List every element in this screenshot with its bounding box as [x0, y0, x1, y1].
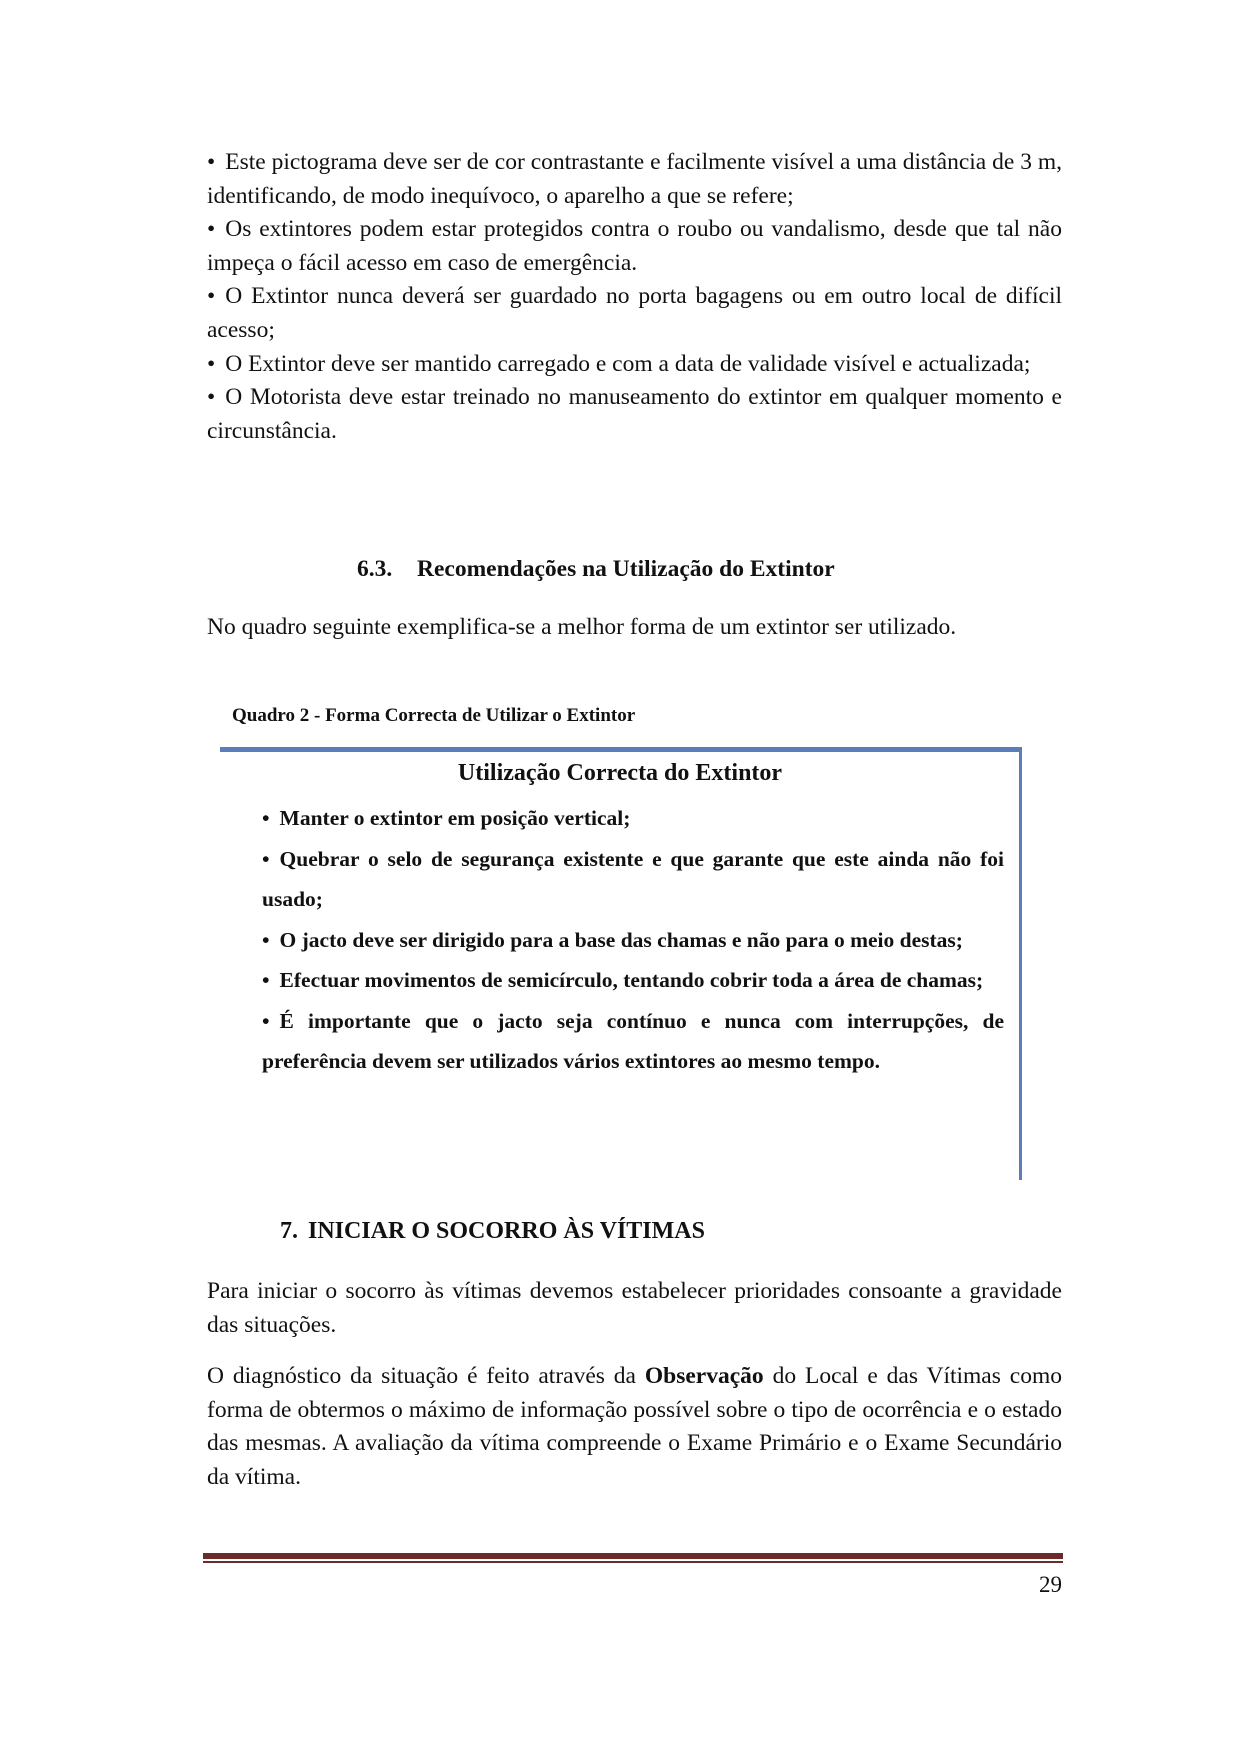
bullet-icon: •	[262, 968, 270, 992]
section-number: 6.3.	[357, 556, 393, 582]
list-item: • O Extintor deve ser mantido carregado e com a data de validade visível e actualizada;	[207, 350, 1031, 377]
list-item: • Este pictograma deve ser de cor contrastante e facilmente visível a uma distância de 3 m, identificando, de modo inequívoco, o aparelho a que se refere;	[207, 149, 1062, 209]
bullet-icon: •	[262, 927, 270, 952]
table-caption: Quadro 2 - Forma Correcta de Utilizar o Extintor	[232, 705, 636, 726]
list-item: • Quebrar o selo de segurança existente e que garante que este ainda não foi usado;	[262, 846, 1004, 911]
footer-rule-thin	[203, 1561, 1063, 1563]
quadro-title: Utilização Correcta do Extintor	[457, 760, 783, 786]
quadro-list	[262, 798, 1004, 1082]
bullet-icon: •	[207, 149, 216, 175]
bullet-icon: •	[207, 384, 216, 411]
bullet-icon: •	[262, 846, 270, 871]
paragraph-2: O diagnóstico da situação é feito através da Observação do Local e das Vítimas como forma de obtermos o máximo de informação possível sobre o tipo de ocorrência e o estado das mesmas. A avaliação da vítima compreende o Exame Primário e o Exame Secundário da vítima.	[207, 1363, 1062, 1490]
section-title: Recomendações na Utilização do Extintor	[417, 556, 835, 582]
list-item: • É importante que o jacto seja contínuo e nunca com interrupções, de preferência devem ser utilizados vários extintores ao mesmo tempo.	[262, 1008, 1004, 1073]
section-intro: No quadro seguinte exemplifica-se a melhor forma de um extintor ser utilizado.	[207, 614, 957, 640]
chapter-number: 7.	[280, 1218, 298, 1244]
emphasis-observacao: Observação	[644, 1363, 764, 1389]
footer-rule	[203, 1553, 1063, 1559]
list-item: • O Motorista deve estar treinado no manuseamento do extintor em qualquer momento e circunstância.	[207, 384, 1062, 444]
chapter-heading	[280, 1218, 705, 1245]
bullet-icon: •	[262, 806, 270, 830]
quadro-box	[220, 747, 1022, 1180]
section-heading	[357, 556, 835, 583]
paragraph-1: Para iniciar o socorro às vítimas devemos estabelecer prioridades consoante a gravidade das situações.	[207, 1278, 1062, 1338]
list-item: • Os extintores podem estar protegidos contra o roubo ou vandalismo, desde que tal não impeça o fácil acesso em caso de emergência.	[207, 216, 1062, 276]
list-item: • O Extintor nunca deverá ser guardado no porta bagagens ou em outro local de difícil acesso;	[207, 283, 1062, 343]
list-item: • O jacto deve ser dirigido para a base das chamas e não para o meio destas;	[262, 927, 963, 952]
bullet-icon: •	[207, 283, 216, 310]
list-item: • Efectuar movimentos de semicírculo, tentando cobrir toda a área de chamas;	[262, 968, 984, 992]
page-number: 29	[1039, 1572, 1062, 1597]
extintor-bullet-list	[207, 146, 1062, 448]
chapter-title: INICIAR O SOCORRO ÀS VÍTIMAS	[308, 1218, 705, 1244]
bullet-icon: •	[262, 1008, 270, 1033]
list-item: • Manter o extintor em posição vertical;	[262, 806, 631, 830]
bullet-icon: •	[207, 350, 216, 377]
bullet-icon: •	[207, 216, 216, 243]
